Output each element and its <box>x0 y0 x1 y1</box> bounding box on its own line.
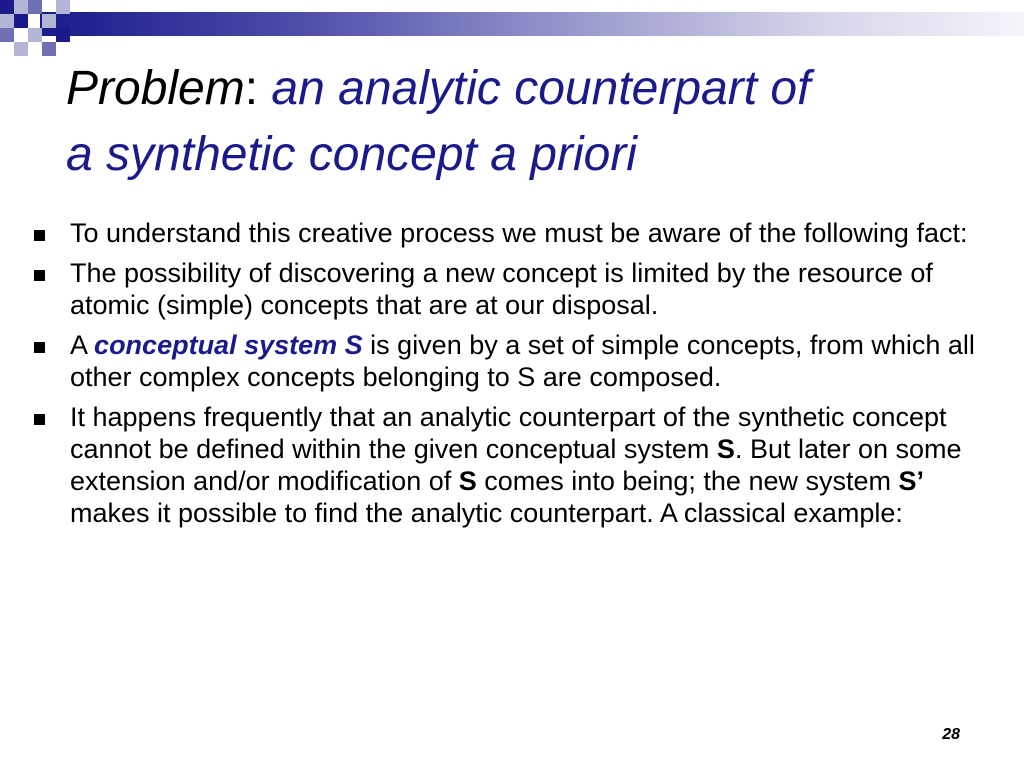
title-rest-line2: a synthetic concept a priori <box>66 128 637 181</box>
bullet-text: To understand this creative process we must be aware of the following fact: <box>70 218 968 248</box>
system-s-prime-term: S’ <box>898 466 925 496</box>
system-s-term: S <box>458 466 477 496</box>
title-colon: : <box>244 62 259 115</box>
header-gradient-bar <box>40 12 1024 36</box>
bullet-item-4 <box>34 401 999 529</box>
bullet-part-2: . But later on some extension and/or modification of <box>70 434 962 496</box>
page-number: 28 <box>942 726 960 743</box>
bullet-item-1 <box>34 217 999 249</box>
title-rest-line1: an analytic counterpart of <box>271 62 811 115</box>
bullet-part-3: comes into being; the new system <box>484 466 891 496</box>
square-bullet-icon <box>34 342 45 353</box>
bullet-list <box>34 217 999 537</box>
bullet-text: The possibility of discovering a new concept is limited by the resource of atomic (simple) concepts that are at our disposal. <box>70 258 933 320</box>
bullet-part-1: It happens frequently that an analytic counterpart of the synthetic concept cannot be defined within the given conceptual system <box>70 402 947 464</box>
bullet-prefix: A <box>70 330 87 360</box>
bullet-part-4: makes it possible to find the analytic counterpart. A classical example: <box>70 498 903 528</box>
bullet-item-3 <box>34 329 999 393</box>
bullet-item-2 <box>34 257 999 321</box>
square-bullet-icon <box>34 270 45 281</box>
title-lead: Problem <box>66 62 245 115</box>
conceptual-system-term: conceptual system S <box>94 330 363 360</box>
system-s-term: S <box>716 434 735 464</box>
square-bullet-icon <box>34 230 45 241</box>
square-bullet-icon <box>34 414 45 425</box>
bullet-suffix: is given by a set of simple concepts, from which all other complex concepts belonging to S are composed. <box>70 330 975 392</box>
slide-title <box>66 56 986 188</box>
